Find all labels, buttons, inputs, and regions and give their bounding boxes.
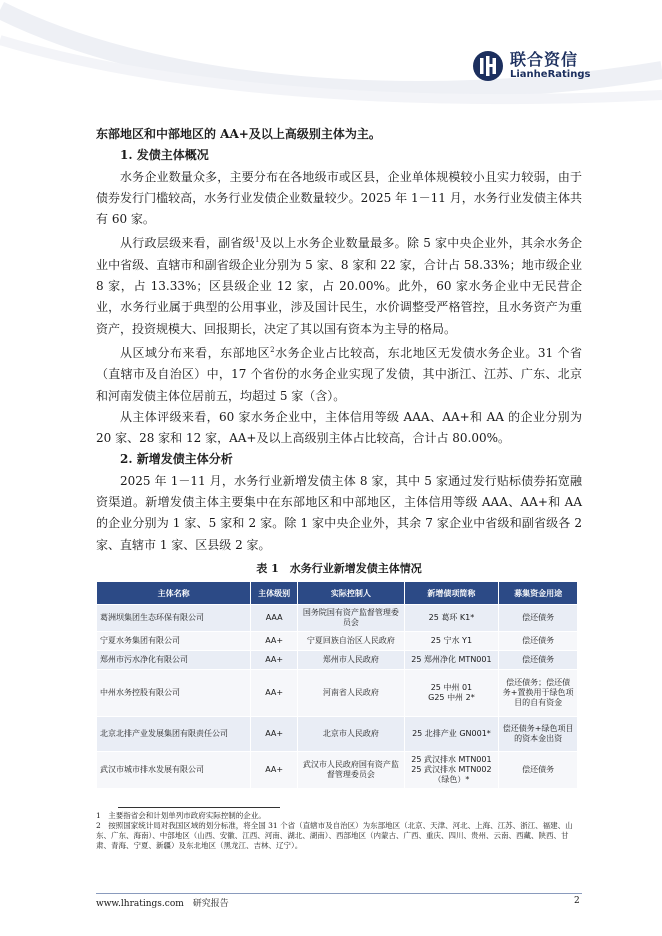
cell-name: 中州水务控股有限公司	[97, 670, 250, 716]
cell-controller: 河南省人民政府	[298, 670, 403, 716]
cell-name: 宁夏水务集团有限公司	[97, 632, 250, 650]
footnote-2: 2 按照国家统计局对我国区域的划分标准，将全国 31 个省（直辖市及自治区）为东部地区（北京、天津、河北、上海、江苏、浙江、福建、山东、广东、海南）、中部地区（山西、安徽、江西、河南、湖北、湖南）、西部地区（内蒙古、广西、重庆、四川、贵州、云南、西藏、陕西、甘肃、青海、宁夏、新疆）及东北地区（黑龙江、吉林、辽宁）。	[96, 821, 573, 850]
logo-english-name: LianheRatings	[510, 69, 591, 80]
col-header-bond: 新增债项简称	[405, 582, 499, 604]
cell-rating: AA+	[251, 752, 297, 788]
table-row	[97, 717, 577, 751]
paragraph-3	[96, 340, 582, 407]
table-row	[97, 651, 577, 669]
col-header-rating: 主体级别	[251, 582, 297, 604]
col-header-use: 募集资金用途	[499, 582, 577, 604]
cell-rating: AA+	[251, 717, 297, 751]
cell-name: 北京北排产业发展集团有限责任公司	[97, 717, 250, 751]
section-heading-1: 1. 发债主体概况	[120, 148, 209, 163]
cell-name: 郑州市污水净化有限公司	[97, 651, 250, 669]
cell-bond: 25 葛环 K1*	[405, 605, 499, 631]
cell-rating: AA+	[251, 651, 297, 669]
logo-chinese-name: 联合资信	[510, 50, 579, 69]
cell-controller: 国务院国有资产监督管理委员会	[298, 605, 403, 631]
cell-rating: AA+	[251, 632, 297, 650]
paragraph-1: 水务企业数量众多，主要分布在各地级市或区县，企业单体规模较小且实力较弱，由于债券发行门槛较高，水务行业发债企业数量较少。2025 年 1－11 月，水务行业发债主体共有 60 家。	[96, 169, 582, 227]
cell-bond: 25 武汉排水 MTN001 25 武汉排水 MTN002（绿色）*	[405, 752, 499, 788]
paragraph-4: 从主体评级来看，60 家水务企业中，主体信用等级 AAA、AA+和 AA 的企业分别为 20 家、28 家和 12 家，AA+及以上高级别主体占比较高，合计占 80.00%。	[96, 409, 582, 446]
table-header-row	[97, 582, 577, 604]
table-row	[97, 632, 577, 650]
col-header-controller: 实际控制人	[298, 582, 403, 604]
footnote-ref-1: 1	[254, 236, 260, 245]
cell-controller: 宁夏回族自治区人民政府	[298, 632, 403, 650]
paragraph-2-rest: 及以上水务企业数量最多。除 5 家中央企业外，其余水务企业中省级、直辖市和副省级企业分别为 5 家、8 家和 22 家，合计占 58.33%；地市级企业 8 家，占 13.33%；区县级企业 12 家，占 20.00%。此外，60 家水务企业中无民营企业，水务行业属于典型的公用事业，涉及国计民生，水价调整受严格管控，且水务资产为重资产，投资规模大、回报期长，决定了其以国有资本为主导的格局。	[96, 236, 582, 336]
table-row	[97, 605, 577, 631]
cell-use: 偿还债务	[499, 651, 577, 669]
lianhe-logo-icon	[472, 50, 504, 82]
footnotes	[96, 811, 582, 851]
section-heading-2: 2. 新增发债主体分析	[120, 452, 233, 467]
col-header-name: 主体名称	[97, 582, 250, 604]
footnote-separator	[118, 807, 280, 808]
company-logo	[472, 50, 590, 82]
page-number: 2	[574, 896, 580, 906]
cell-bond: 25 中州 01 G25 中州 2*	[405, 670, 499, 716]
cell-rating: AAA	[251, 605, 297, 631]
cell-use: 偿还债务；偿还债务+置换用于绿色项目的自有资金	[499, 670, 577, 716]
footer-site: www.lhratings.com 研究报告	[96, 899, 229, 909]
cell-use: 偿还债务	[499, 632, 577, 650]
footnote-ref-2: 2	[270, 345, 275, 354]
cell-bond: 25 北排产业 GN001*	[405, 717, 499, 751]
paragraph-2	[96, 230, 582, 339]
table-row	[97, 752, 577, 788]
paragraph-3-rest: 水务企业占比较高，东北地区无发债水务企业。31 个省（直辖市及自治区）中，17 个省份的水务企业实现了发债，其中浙江、江苏、广东、北京和河南发债主体位居前五，均超过 5 家（含）。	[96, 345, 582, 403]
paragraph-3-start: 从区域分布来看，东部地区	[120, 345, 271, 360]
cell-controller: 北京市人民政府	[298, 717, 403, 751]
cell-use: 偿还债务	[499, 752, 577, 788]
footnote-1: 1 主要指省会和计划单列市政府实际控制的企业。	[96, 811, 266, 820]
cell-use: 偿还债务	[499, 605, 577, 631]
cell-use: 偿还债务+绿色项目的资本金出资	[499, 717, 577, 751]
cell-bond: 25 郑州净化 MTN001	[405, 651, 499, 669]
report-body	[96, 124, 582, 556]
cell-controller: 武汉市人民政府国有资产监督管理委员会	[298, 752, 403, 788]
table-title: 表 1 水务行业新增发债主体情况	[256, 562, 422, 575]
table-row	[97, 670, 577, 716]
cell-bond: 25 宁水 Y1	[405, 632, 499, 650]
new-issuers-table	[96, 581, 578, 789]
cell-rating: AA+	[251, 670, 297, 716]
cell-name: 武汉市城市排水发展有限公司	[97, 752, 250, 788]
paragraph-2-start: 从行政层级来看，副省级	[120, 236, 255, 251]
cell-controller: 郑州市人民政府	[298, 651, 403, 669]
cell-name: 葛洲坝集团生态环保有限公司	[97, 605, 250, 631]
footer-divider	[96, 893, 582, 894]
lead-sentence: 东部地区和中部地区的 AA+及以上高级别主体为主。	[96, 127, 381, 141]
paragraph-5: 2025 年 1－11 月，水务行业新增发债主体 8 家，其中 5 家通过发行贴标债券拓宽融资渠道。新增发债主体主要集中在东部地区和中部地区，主体信用等级 AAA、AA+和 AA 的企业分别为 1 家、5 家和 2 家。除 1 家中央企业外，其余 7 家企业中省级和副省级各 2 家、直辖市 1 家、区县级 2 家。	[96, 473, 582, 552]
